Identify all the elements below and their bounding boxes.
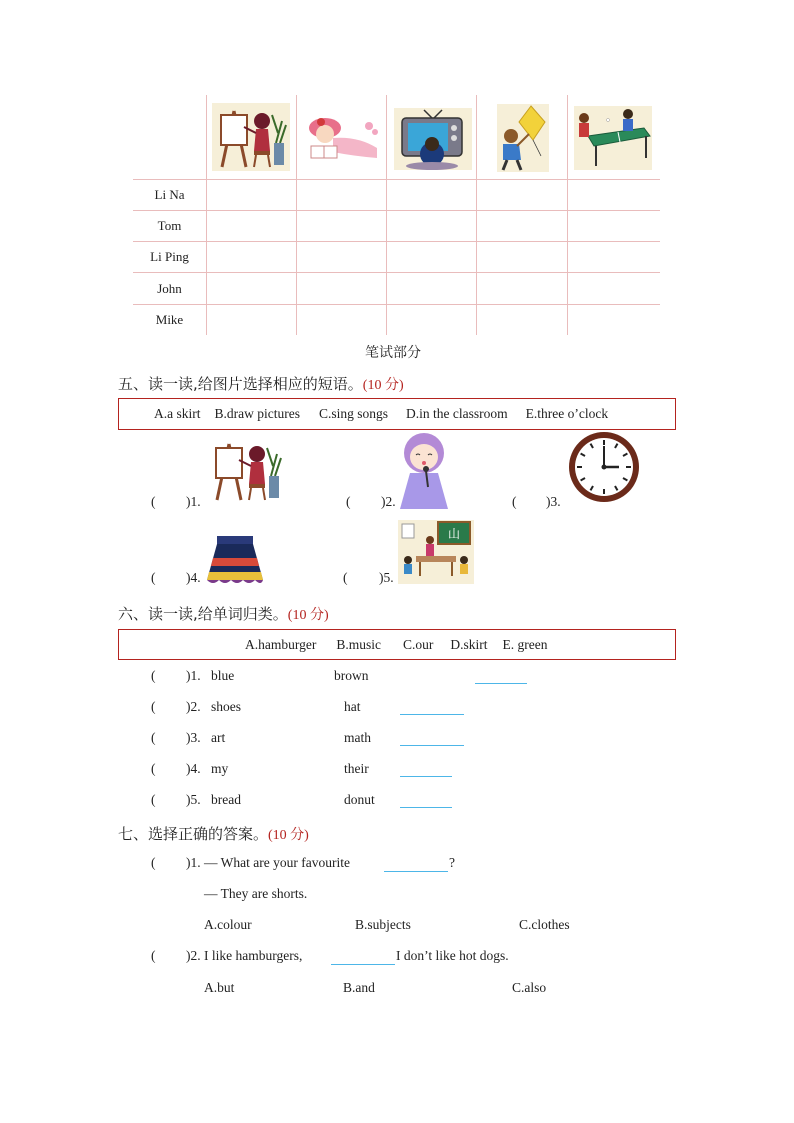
answer-blank[interactable] (475, 683, 527, 684)
classroom-picture (398, 520, 474, 584)
section7-title-text: 七、选择正确的答案。 (118, 825, 269, 843)
item-number: )3. (186, 730, 201, 745)
kite-picture (497, 104, 549, 172)
section5-options-box (118, 398, 676, 430)
table-divider (133, 210, 660, 211)
table-divider (133, 272, 660, 273)
answer-paren-open: ( (151, 761, 156, 776)
answer-blank[interactable] (400, 714, 464, 715)
table-divider (206, 95, 207, 335)
answer-paren-open: ( (346, 494, 351, 509)
table-divider (567, 95, 568, 335)
section5-points: (10 分) (362, 378, 404, 393)
table-divider (476, 95, 477, 335)
option-c: C.our (403, 636, 434, 652)
item-number: )1. (186, 668, 201, 683)
table-divider (133, 179, 660, 180)
word-1: my (211, 761, 229, 776)
item-number: )4. (186, 761, 201, 776)
watching-tv-picture (394, 108, 472, 170)
question-1-text: )1. — What are your favourite (186, 855, 350, 870)
table-divider (133, 304, 660, 305)
question-2-end: I don’t like hot dogs. (396, 948, 509, 963)
answer-paren-open: ( (151, 668, 156, 683)
option-b: B.draw pictures (214, 406, 300, 421)
section7-points: (10 分) (268, 828, 309, 843)
section5-title (118, 373, 404, 394)
answer-blank[interactable] (400, 745, 464, 746)
section7-title (118, 823, 309, 844)
answer-paren-open: ( (151, 855, 156, 870)
choice-b: B.subjects (355, 917, 411, 932)
item-number: )2. (381, 494, 396, 509)
choice-a: A.but (204, 980, 235, 995)
word-2: hat (344, 699, 361, 714)
table-row-name: Li Ping (150, 249, 189, 264)
answer-blank[interactable] (400, 776, 452, 777)
item-number: )4. (186, 570, 201, 585)
word-2: their (344, 761, 369, 776)
option-d: D.in the classroom (406, 406, 508, 421)
section5-title-text: 五、读一读,给图片选择相应的短语。 (118, 375, 363, 393)
table-row-name: Mike (155, 312, 184, 327)
question-2-text: )2. I like hamburgers, (186, 948, 303, 963)
answer-paren-open: ( (151, 699, 156, 714)
option-d: D.skirt (450, 636, 488, 652)
section6-title (118, 603, 329, 624)
item-number: )5. (379, 570, 394, 585)
option-a: A.a skirt (154, 406, 201, 421)
answer-paren-open: ( (151, 494, 156, 509)
answer-paren-open: ( (151, 730, 156, 745)
choice-b: B.and (343, 980, 375, 995)
ping-pong-picture (574, 106, 652, 170)
item-number: )2. (186, 699, 201, 714)
word-1: shoes (211, 699, 241, 714)
answer-paren-open: ( (151, 570, 156, 585)
clock-picture (565, 430, 643, 504)
option-c: C.sing songs (318, 406, 389, 421)
reading-picture (303, 112, 381, 164)
word-1: art (211, 730, 226, 745)
table-divider (133, 241, 660, 242)
drawing-picture (207, 436, 285, 504)
word-2: math (344, 730, 371, 745)
table-row-name: Li Na (154, 187, 185, 202)
singing-girl-picture (396, 431, 452, 511)
question-1-end: ? (449, 855, 455, 870)
item-number: )5. (186, 792, 201, 807)
question-1-answer: — They are shorts. (204, 886, 308, 901)
section6-title-text: 六、读一读,给单词归类。 (118, 605, 288, 623)
word-2: donut (344, 792, 375, 807)
answer-paren-open: ( (343, 570, 348, 585)
table-row-name: John (157, 281, 182, 296)
option-b: B.music (336, 636, 381, 652)
word-2: brown (334, 668, 369, 683)
drawing-picture (212, 103, 290, 171)
word-1: bread (211, 792, 241, 807)
section6-points: (10 分) (287, 608, 329, 623)
choice-c: C.also (512, 980, 547, 995)
table-row-name: Tom (157, 218, 182, 233)
table-divider (296, 95, 297, 335)
answer-paren-open: ( (151, 948, 156, 963)
answer-paren-open: ( (512, 494, 517, 509)
skirt-picture (205, 534, 265, 586)
svg-text:山: 山 (448, 527, 461, 541)
item-number: )3. (546, 494, 561, 509)
option-a: A.hamburger (245, 636, 317, 652)
answer-blank[interactable] (331, 964, 395, 965)
choice-a: A.colour (204, 917, 252, 932)
choice-c: C.clothes (519, 917, 570, 932)
answer-blank[interactable] (400, 807, 452, 808)
section6-options-box (118, 629, 676, 660)
answer-paren-open: ( (151, 792, 156, 807)
table-divider (386, 95, 387, 335)
option-e: E.three o’clock (525, 406, 609, 421)
written-part-caption: 笔试部分 (365, 345, 421, 361)
word-1: blue (211, 668, 235, 683)
item-number: )1. (186, 494, 201, 509)
answer-blank[interactable] (384, 871, 448, 872)
option-e: E. green (502, 636, 548, 652)
